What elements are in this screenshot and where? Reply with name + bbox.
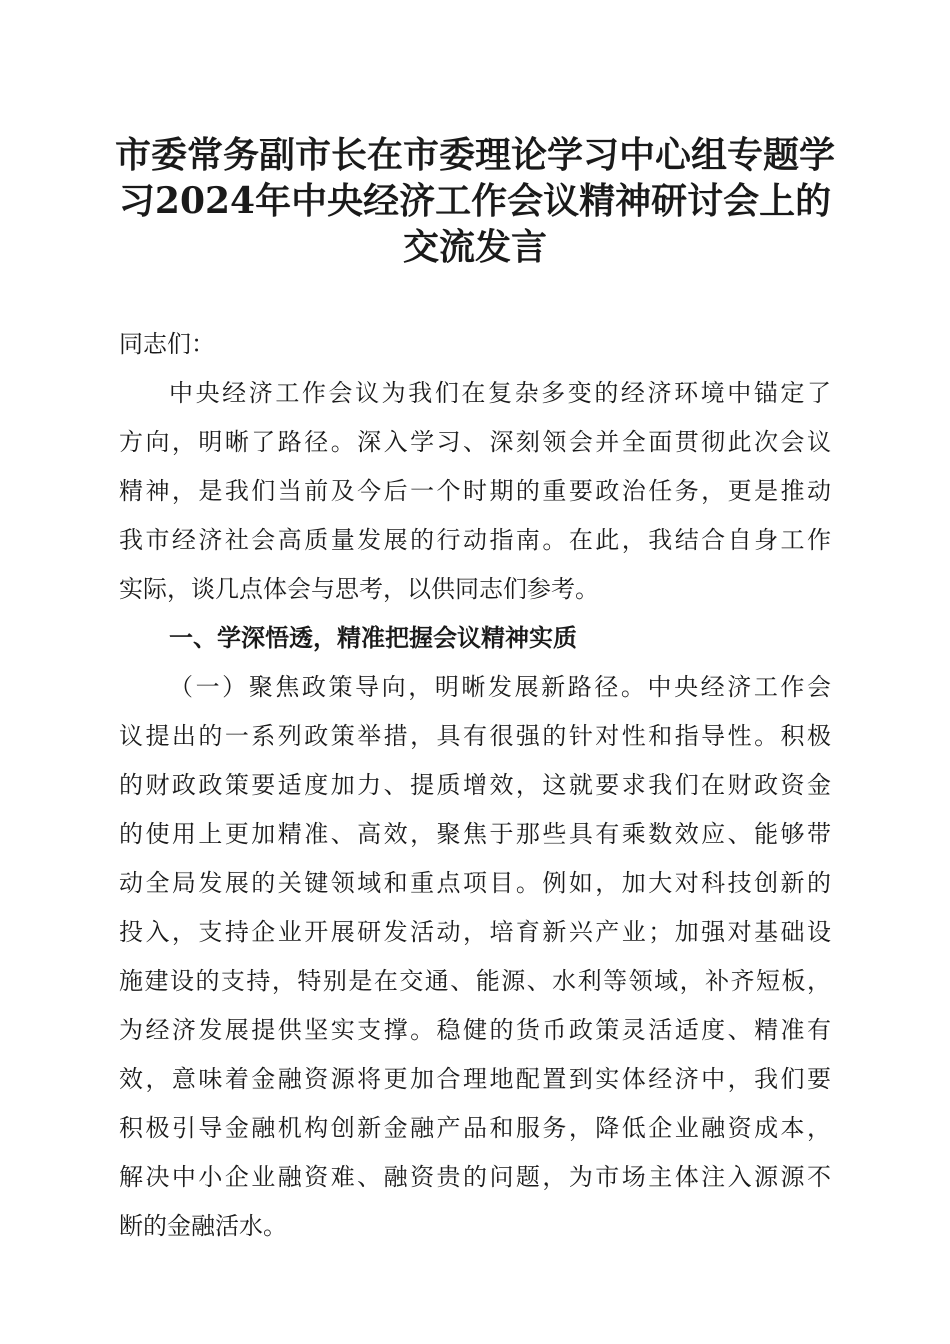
section1-paragraph-line: 的财政政策要适度加力、提质增效，这就要求我们在财政资金: [119, 771, 831, 799]
section1-paragraph-line: 解决中小企业融资难、融资贵的问题，为市场主体注入源源不: [119, 1163, 831, 1191]
title-line-2: 习2024年中央经济工作会议精神研讨会上的: [118, 180, 832, 222]
title-line-1: 市委常务副市长在市委理论学习中心组专题学: [114, 134, 835, 176]
section-heading: 一、学深悟透，精准把握会议精神实质: [169, 624, 577, 652]
section1-paragraph-line: 断的金融活水。: [119, 1212, 287, 1240]
intro-line: 我市经济社会高质量发展的行动指南。在此，我结合自身工作: [119, 526, 831, 554]
section1-paragraph-line: 施建设的支持，特别是在交通、能源、水利等领域，补齐短板，: [119, 967, 831, 995]
section1-paragraph-line: 为经济发展提供坚实支撑。稳健的货币政策灵活适度、精准有: [119, 1016, 831, 1044]
section1-paragraph-line: 积极引导金融机构创新金融产品和服务，降低企业融资成本，: [119, 1114, 831, 1142]
section1-paragraph-line: （一）聚焦政策导向，明晰发展新路径。中央经济工作会: [169, 673, 831, 701]
section1-paragraph-line: 效，意味着金融资源将更加合理地配置到实体经济中，我们要: [119, 1065, 831, 1093]
intro-line: 实际，谈几点体会与思考，以供同志们参考。: [119, 575, 599, 603]
intro-line: 方向，明晰了路径。深入学习、深刻领会并全面贯彻此次会议: [119, 428, 831, 456]
section1-paragraph-line: 动全局发展的关键领域和重点项目。例如，加大对科技创新的: [119, 869, 831, 897]
section1-paragraph-line: 投入，支持企业开展研发活动，培育新兴产业；加强对基础设: [119, 918, 831, 946]
section1-paragraph-line: 议提出的一系列政策举措，具有很强的针对性和指导性。积极: [119, 722, 831, 750]
document-body: [119, 320, 831, 1251]
document-title: [90, 132, 860, 270]
intro-line: 中央经济工作会议为我们在复杂多变的经济环境中锚定了: [169, 379, 831, 407]
intro-line: 精神，是我们当前及今后一个时期的重要政治任务，更是推动: [119, 477, 831, 505]
title-line-3: 交流发言: [402, 226, 547, 268]
section1-paragraph-line: 的使用上更加精准、高效，聚焦于那些具有乘数效应、能够带: [119, 820, 831, 848]
salutation: 同志们：: [119, 330, 215, 358]
